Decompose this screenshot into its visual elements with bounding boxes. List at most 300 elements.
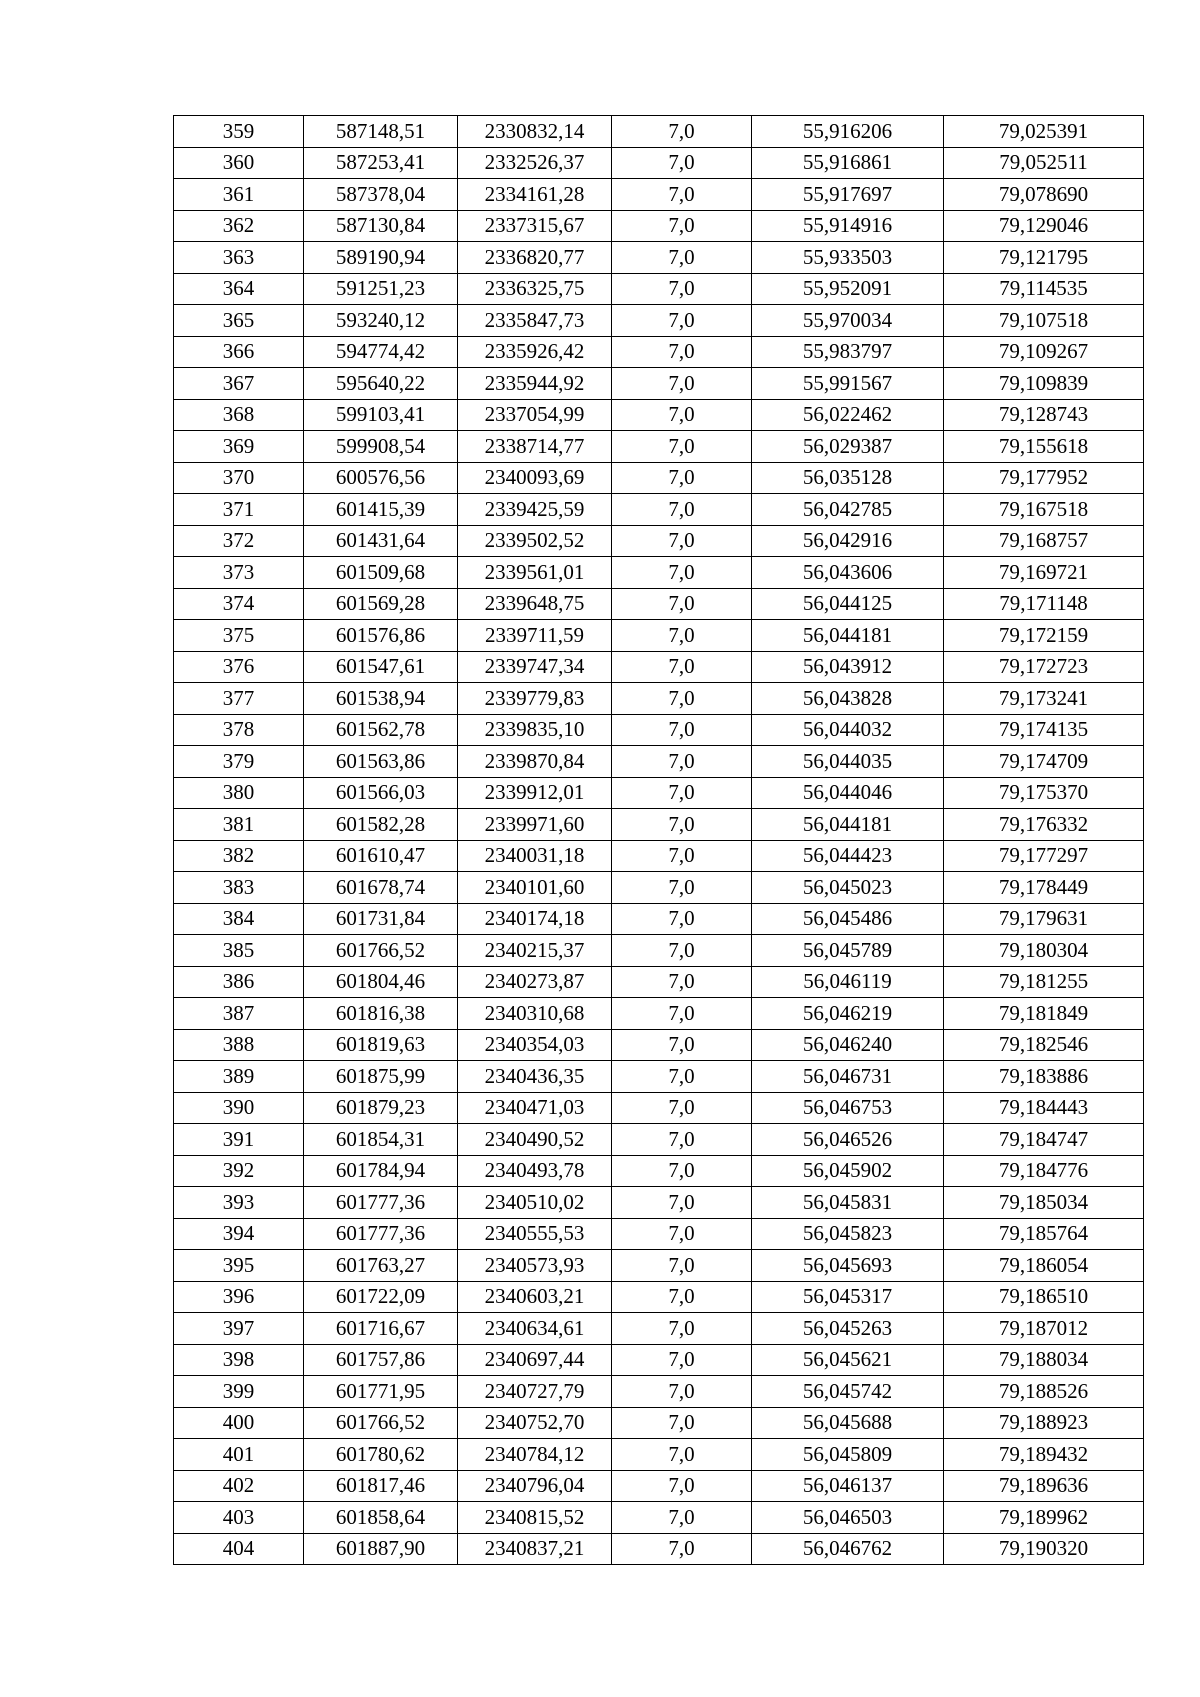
cell-accuracy: 7,0 (612, 620, 752, 652)
cell-accuracy: 7,0 (612, 714, 752, 746)
cell-x: 601819,63 (304, 1029, 458, 1061)
table-row (174, 557, 1144, 589)
table-row (174, 1187, 1144, 1219)
coordinates-table-body (174, 116, 1144, 1565)
cell-accuracy: 7,0 (612, 305, 752, 337)
cell-latitude: 56,046119 (752, 966, 944, 998)
cell-latitude: 56,043606 (752, 557, 944, 589)
cell-accuracy: 7,0 (612, 273, 752, 305)
cell-longitude: 79,179631 (944, 903, 1144, 935)
cell-longitude: 79,172723 (944, 651, 1144, 683)
table-row (174, 1344, 1144, 1376)
cell-y: 2340555,53 (458, 1218, 612, 1250)
cell-x: 591251,23 (304, 273, 458, 305)
table-row (174, 588, 1144, 620)
cell-latitude: 56,046219 (752, 998, 944, 1030)
cell-x: 587253,41 (304, 147, 458, 179)
cell-longitude: 79,181255 (944, 966, 1144, 998)
cell-y: 2340752,70 (458, 1407, 612, 1439)
table-row (174, 336, 1144, 368)
cell-point: 386 (174, 966, 304, 998)
cell-longitude: 79,185764 (944, 1218, 1144, 1250)
cell-y: 2340796,04 (458, 1470, 612, 1502)
table-row (174, 746, 1144, 778)
table-row (174, 368, 1144, 400)
cell-accuracy: 7,0 (612, 525, 752, 557)
cell-point: 374 (174, 588, 304, 620)
table-row (174, 1533, 1144, 1565)
cell-accuracy: 7,0 (612, 557, 752, 589)
cell-y: 2340354,03 (458, 1029, 612, 1061)
cell-longitude: 79,184747 (944, 1124, 1144, 1156)
cell-y: 2336325,75 (458, 273, 612, 305)
cell-x: 601757,86 (304, 1344, 458, 1376)
table-row (174, 714, 1144, 746)
cell-y: 2336820,77 (458, 242, 612, 274)
cell-latitude: 56,042785 (752, 494, 944, 526)
table-row (174, 431, 1144, 463)
cell-latitude: 56,045831 (752, 1187, 944, 1219)
table-row (174, 525, 1144, 557)
cell-latitude: 56,044181 (752, 809, 944, 841)
cell-x: 601678,74 (304, 872, 458, 904)
cell-accuracy: 7,0 (612, 1470, 752, 1502)
cell-y: 2340471,03 (458, 1092, 612, 1124)
cell-latitude: 55,914916 (752, 210, 944, 242)
cell-longitude: 79,177297 (944, 840, 1144, 872)
table-row (174, 1376, 1144, 1408)
cell-latitude: 56,045023 (752, 872, 944, 904)
cell-latitude: 55,991567 (752, 368, 944, 400)
cell-y: 2337054,99 (458, 399, 612, 431)
cell-longitude: 79,182546 (944, 1029, 1144, 1061)
cell-point: 381 (174, 809, 304, 841)
cell-point: 403 (174, 1502, 304, 1534)
table-row (174, 1470, 1144, 1502)
cell-x: 587378,04 (304, 179, 458, 211)
table-row (174, 620, 1144, 652)
cell-accuracy: 7,0 (612, 1344, 752, 1376)
cell-x: 601415,39 (304, 494, 458, 526)
cell-latitude: 56,046503 (752, 1502, 944, 1534)
cell-y: 2340573,93 (458, 1250, 612, 1282)
table-row (174, 651, 1144, 683)
cell-latitude: 55,916861 (752, 147, 944, 179)
cell-point: 404 (174, 1533, 304, 1565)
cell-x: 601816,38 (304, 998, 458, 1030)
cell-x: 601562,78 (304, 714, 458, 746)
cell-x: 601817,46 (304, 1470, 458, 1502)
cell-latitude: 56,044032 (752, 714, 944, 746)
cell-x: 601716,67 (304, 1313, 458, 1345)
cell-x: 600576,56 (304, 462, 458, 494)
cell-point: 390 (174, 1092, 304, 1124)
cell-y: 2339779,83 (458, 683, 612, 715)
table-row (174, 494, 1144, 526)
table-row (174, 1155, 1144, 1187)
cell-x: 601784,94 (304, 1155, 458, 1187)
cell-accuracy: 7,0 (612, 588, 752, 620)
cell-point: 372 (174, 525, 304, 557)
cell-accuracy: 7,0 (612, 683, 752, 715)
cell-latitude: 56,044423 (752, 840, 944, 872)
cell-accuracy: 7,0 (612, 1155, 752, 1187)
cell-y: 2340727,79 (458, 1376, 612, 1408)
cell-point: 399 (174, 1376, 304, 1408)
cell-accuracy: 7,0 (612, 1407, 752, 1439)
coordinates-table (173, 115, 1144, 1565)
cell-latitude: 56,046731 (752, 1061, 944, 1093)
cell-latitude: 56,044125 (752, 588, 944, 620)
cell-accuracy: 7,0 (612, 872, 752, 904)
cell-longitude: 79,172159 (944, 620, 1144, 652)
cell-accuracy: 7,0 (612, 494, 752, 526)
cell-y: 2340784,12 (458, 1439, 612, 1471)
table-row (174, 179, 1144, 211)
cell-longitude: 79,109267 (944, 336, 1144, 368)
table-row (174, 462, 1144, 494)
cell-y: 2340093,69 (458, 462, 612, 494)
cell-x: 599908,54 (304, 431, 458, 463)
cell-x: 599103,41 (304, 399, 458, 431)
table-row (174, 683, 1144, 715)
cell-accuracy: 7,0 (612, 1533, 752, 1565)
cell-point: 401 (174, 1439, 304, 1471)
cell-point: 361 (174, 179, 304, 211)
cell-accuracy: 7,0 (612, 1313, 752, 1345)
cell-x: 601582,28 (304, 809, 458, 841)
cell-longitude: 79,109839 (944, 368, 1144, 400)
cell-point: 371 (174, 494, 304, 526)
cell-point: 395 (174, 1250, 304, 1282)
cell-point: 391 (174, 1124, 304, 1156)
cell-x: 601766,52 (304, 1407, 458, 1439)
cell-latitude: 56,045742 (752, 1376, 944, 1408)
cell-x: 601547,61 (304, 651, 458, 683)
table-row (174, 1061, 1144, 1093)
cell-accuracy: 7,0 (612, 1376, 752, 1408)
cell-longitude: 79,169721 (944, 557, 1144, 589)
cell-point: 373 (174, 557, 304, 589)
cell-latitude: 56,029387 (752, 431, 944, 463)
cell-longitude: 79,183886 (944, 1061, 1144, 1093)
cell-point: 364 (174, 273, 304, 305)
cell-y: 2339648,75 (458, 588, 612, 620)
cell-accuracy: 7,0 (612, 935, 752, 967)
cell-point: 367 (174, 368, 304, 400)
cell-y: 2339835,10 (458, 714, 612, 746)
table-row (174, 1092, 1144, 1124)
cell-y: 2340215,37 (458, 935, 612, 967)
cell-longitude: 79,188034 (944, 1344, 1144, 1376)
cell-accuracy: 7,0 (612, 1124, 752, 1156)
cell-longitude: 79,173241 (944, 683, 1144, 715)
table-row (174, 242, 1144, 274)
cell-latitude: 56,045693 (752, 1250, 944, 1282)
cell-latitude: 56,043828 (752, 683, 944, 715)
cell-y: 2340510,02 (458, 1187, 612, 1219)
cell-longitude: 79,168757 (944, 525, 1144, 557)
cell-accuracy: 7,0 (612, 242, 752, 274)
table-row (174, 1502, 1144, 1534)
table-row (174, 1124, 1144, 1156)
cell-point: 360 (174, 147, 304, 179)
cell-longitude: 79,177952 (944, 462, 1144, 494)
cell-longitude: 79,128743 (944, 399, 1144, 431)
cell-x: 589190,94 (304, 242, 458, 274)
cell-latitude: 55,952091 (752, 273, 944, 305)
cell-point: 396 (174, 1281, 304, 1313)
cell-accuracy: 7,0 (612, 368, 752, 400)
cell-point: 402 (174, 1470, 304, 1502)
cell-accuracy: 7,0 (612, 1061, 752, 1093)
cell-accuracy: 7,0 (612, 966, 752, 998)
cell-longitude: 79,180304 (944, 935, 1144, 967)
cell-latitude: 56,044035 (752, 746, 944, 778)
cell-latitude: 56,045317 (752, 1281, 944, 1313)
cell-y: 2335926,42 (458, 336, 612, 368)
cell-latitude: 56,045789 (752, 935, 944, 967)
cell-point: 394 (174, 1218, 304, 1250)
cell-latitude: 56,045902 (752, 1155, 944, 1187)
cell-latitude: 55,917697 (752, 179, 944, 211)
cell-latitude: 55,970034 (752, 305, 944, 337)
cell-longitude: 79,185034 (944, 1187, 1144, 1219)
cell-longitude: 79,155618 (944, 431, 1144, 463)
cell-point: 385 (174, 935, 304, 967)
cell-y: 2340174,18 (458, 903, 612, 935)
cell-y: 2340490,52 (458, 1124, 612, 1156)
cell-accuracy: 7,0 (612, 399, 752, 431)
cell-accuracy: 7,0 (612, 1187, 752, 1219)
cell-point: 382 (174, 840, 304, 872)
cell-longitude: 79,121795 (944, 242, 1144, 274)
table-row (174, 1439, 1144, 1471)
cell-x: 594774,42 (304, 336, 458, 368)
table-row (174, 935, 1144, 967)
cell-accuracy: 7,0 (612, 1092, 752, 1124)
cell-point: 387 (174, 998, 304, 1030)
cell-y: 2340697,44 (458, 1344, 612, 1376)
cell-y: 2339912,01 (458, 777, 612, 809)
cell-accuracy: 7,0 (612, 1218, 752, 1250)
cell-y: 2335944,92 (458, 368, 612, 400)
cell-latitude: 56,045263 (752, 1313, 944, 1345)
table-row (174, 1281, 1144, 1313)
cell-accuracy: 7,0 (612, 147, 752, 179)
cell-latitude: 56,045809 (752, 1439, 944, 1471)
cell-longitude: 79,189432 (944, 1439, 1144, 1471)
table-row (174, 1250, 1144, 1282)
cell-point: 368 (174, 399, 304, 431)
table-row (174, 116, 1144, 148)
cell-x: 601569,28 (304, 588, 458, 620)
table-row (174, 903, 1144, 935)
cell-y: 2340273,87 (458, 966, 612, 998)
cell-y: 2340634,61 (458, 1313, 612, 1345)
cell-latitude: 56,044181 (752, 620, 944, 652)
cell-x: 601875,99 (304, 1061, 458, 1093)
cell-latitude: 55,933503 (752, 242, 944, 274)
cell-x: 601763,27 (304, 1250, 458, 1282)
cell-longitude: 79,114535 (944, 273, 1144, 305)
cell-accuracy: 7,0 (612, 1502, 752, 1534)
table-row (174, 305, 1144, 337)
cell-x: 601780,62 (304, 1439, 458, 1471)
cell-point: 393 (174, 1187, 304, 1219)
cell-point: 377 (174, 683, 304, 715)
cell-accuracy: 7,0 (612, 840, 752, 872)
cell-y: 2340310,68 (458, 998, 612, 1030)
cell-accuracy: 7,0 (612, 651, 752, 683)
cell-accuracy: 7,0 (612, 809, 752, 841)
cell-x: 601766,52 (304, 935, 458, 967)
cell-accuracy: 7,0 (612, 998, 752, 1030)
cell-longitude: 79,184443 (944, 1092, 1144, 1124)
cell-x: 601887,90 (304, 1533, 458, 1565)
cell-y: 2340815,52 (458, 1502, 612, 1534)
cell-longitude: 79,174709 (944, 746, 1144, 778)
cell-x: 601854,31 (304, 1124, 458, 1156)
cell-x: 601722,09 (304, 1281, 458, 1313)
cell-x: 601771,95 (304, 1376, 458, 1408)
cell-latitude: 56,022462 (752, 399, 944, 431)
table-row (174, 872, 1144, 904)
cell-longitude: 79,188923 (944, 1407, 1144, 1439)
cell-point: 388 (174, 1029, 304, 1061)
cell-accuracy: 7,0 (612, 116, 752, 148)
cell-x: 601777,36 (304, 1218, 458, 1250)
cell-x: 595640,22 (304, 368, 458, 400)
cell-accuracy: 7,0 (612, 777, 752, 809)
cell-accuracy: 7,0 (612, 1029, 752, 1061)
cell-point: 370 (174, 462, 304, 494)
cell-y: 2340436,35 (458, 1061, 612, 1093)
cell-y: 2340837,21 (458, 1533, 612, 1565)
cell-accuracy: 7,0 (612, 1281, 752, 1313)
cell-point: 375 (174, 620, 304, 652)
cell-x: 601431,64 (304, 525, 458, 557)
cell-longitude: 79,176332 (944, 809, 1144, 841)
cell-longitude: 79,175370 (944, 777, 1144, 809)
cell-accuracy: 7,0 (612, 179, 752, 211)
cell-latitude: 56,045823 (752, 1218, 944, 1250)
cell-longitude: 79,189962 (944, 1502, 1144, 1534)
cell-latitude: 56,045621 (752, 1344, 944, 1376)
cell-point: 362 (174, 210, 304, 242)
table-row (174, 1407, 1144, 1439)
cell-longitude: 79,167518 (944, 494, 1144, 526)
cell-x: 601538,94 (304, 683, 458, 715)
cell-point: 397 (174, 1313, 304, 1345)
cell-longitude: 79,184776 (944, 1155, 1144, 1187)
cell-accuracy: 7,0 (612, 903, 752, 935)
cell-y: 2332526,37 (458, 147, 612, 179)
cell-longitude: 79,181849 (944, 998, 1144, 1030)
cell-y: 2338714,77 (458, 431, 612, 463)
cell-x: 601731,84 (304, 903, 458, 935)
cell-longitude: 79,107518 (944, 305, 1144, 337)
cell-latitude: 55,916206 (752, 116, 944, 148)
cell-latitude: 56,045486 (752, 903, 944, 935)
table-row (174, 273, 1144, 305)
cell-x: 593240,12 (304, 305, 458, 337)
cell-x: 601563,86 (304, 746, 458, 778)
cell-longitude: 79,188526 (944, 1376, 1144, 1408)
cell-y: 2340031,18 (458, 840, 612, 872)
cell-y: 2339870,84 (458, 746, 612, 778)
cell-point: 392 (174, 1155, 304, 1187)
cell-accuracy: 7,0 (612, 746, 752, 778)
cell-longitude: 79,186510 (944, 1281, 1144, 1313)
table-row (174, 399, 1144, 431)
cell-accuracy: 7,0 (612, 336, 752, 368)
cell-accuracy: 7,0 (612, 210, 752, 242)
cell-x: 601566,03 (304, 777, 458, 809)
cell-accuracy: 7,0 (612, 1439, 752, 1471)
table-row (174, 1218, 1144, 1250)
cell-y: 2334161,28 (458, 179, 612, 211)
cell-x: 601804,46 (304, 966, 458, 998)
cell-x: 601858,64 (304, 1502, 458, 1534)
cell-latitude: 56,043912 (752, 651, 944, 683)
cell-latitude: 56,044046 (752, 777, 944, 809)
table-row (174, 1029, 1144, 1061)
cell-longitude: 79,174135 (944, 714, 1144, 746)
cell-y: 2339747,34 (458, 651, 612, 683)
table-row (174, 210, 1144, 242)
cell-x: 587130,84 (304, 210, 458, 242)
cell-point: 369 (174, 431, 304, 463)
cell-longitude: 79,171148 (944, 588, 1144, 620)
cell-latitude: 56,046526 (752, 1124, 944, 1156)
cell-point: 400 (174, 1407, 304, 1439)
cell-y: 2337315,67 (458, 210, 612, 242)
cell-longitude: 79,190320 (944, 1533, 1144, 1565)
cell-y: 2330832,14 (458, 116, 612, 148)
cell-latitude: 56,046753 (752, 1092, 944, 1124)
cell-y: 2340101,60 (458, 872, 612, 904)
cell-latitude: 56,046240 (752, 1029, 944, 1061)
cell-y: 2339502,52 (458, 525, 612, 557)
cell-y: 2339971,60 (458, 809, 612, 841)
cell-latitude: 56,046137 (752, 1470, 944, 1502)
cell-accuracy: 7,0 (612, 431, 752, 463)
cell-point: 376 (174, 651, 304, 683)
cell-longitude: 79,186054 (944, 1250, 1144, 1282)
cell-y: 2339425,59 (458, 494, 612, 526)
cell-y: 2340603,21 (458, 1281, 612, 1313)
cell-longitude: 79,025391 (944, 116, 1144, 148)
cell-latitude: 55,983797 (752, 336, 944, 368)
cell-longitude: 79,189636 (944, 1470, 1144, 1502)
cell-longitude: 79,052511 (944, 147, 1144, 179)
cell-point: 366 (174, 336, 304, 368)
table-row (174, 1313, 1144, 1345)
cell-point: 378 (174, 714, 304, 746)
cell-x: 601879,23 (304, 1092, 458, 1124)
cell-point: 389 (174, 1061, 304, 1093)
cell-x: 601576,86 (304, 620, 458, 652)
cell-latitude: 56,035128 (752, 462, 944, 494)
cell-point: 379 (174, 746, 304, 778)
cell-latitude: 56,046762 (752, 1533, 944, 1565)
cell-latitude: 56,042916 (752, 525, 944, 557)
table-row (174, 809, 1144, 841)
cell-longitude: 79,129046 (944, 210, 1144, 242)
table-row (174, 998, 1144, 1030)
cell-point: 365 (174, 305, 304, 337)
